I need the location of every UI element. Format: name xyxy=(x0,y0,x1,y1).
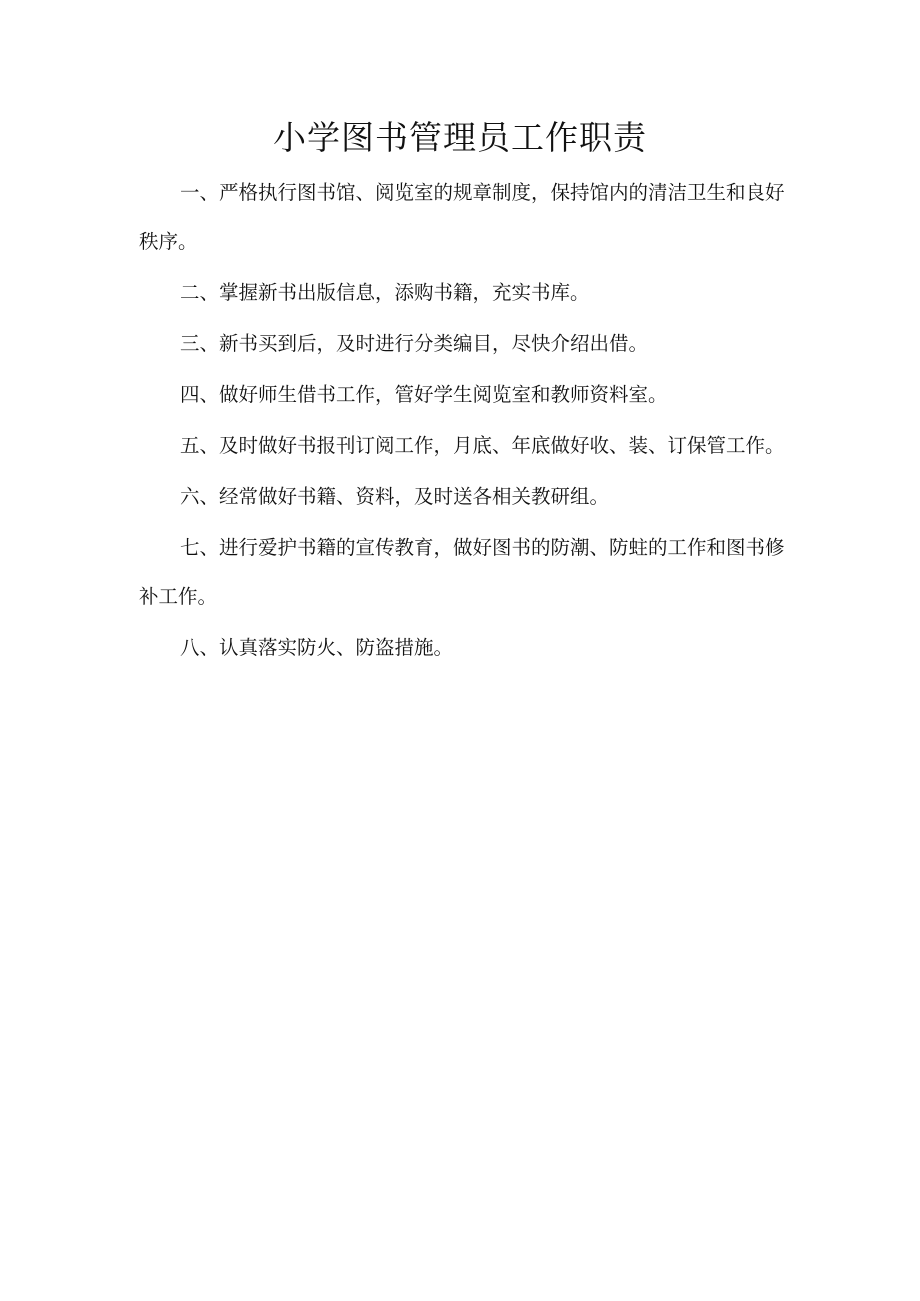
duty-item-6: 六、经常做好书籍、资料，及时送各相关教研组。 xyxy=(180,485,610,508)
page-title: 小学图书管理员工作职责 xyxy=(273,118,647,157)
duty-item-5: 五、及时做好书报刊订阅工作，月底、年底做好收、装、订保管工作。 xyxy=(180,434,785,457)
duty-item-3: 三、新书买到后，及时进行分类编目，尽快介绍出借。 xyxy=(180,332,649,355)
duty-item-8: 八、认真落实防火、防盗措施。 xyxy=(180,636,454,659)
duty-item-4: 四、做好师生借书工作，管好学生阅览室和教师资料室。 xyxy=(180,383,668,406)
document-body xyxy=(139,168,787,674)
duty-item-7: 七、进行爱护书籍的宣传教育，做好图书的防潮、防蛀的工作和图书修补工作。 xyxy=(139,536,785,608)
duty-item-1: 一、严格执行图书馆、阅览室的规章制度，保持馆内的清洁卫生和良好秩序。 xyxy=(139,181,785,253)
duty-item-2: 二、掌握新书出版信息，添购书籍，充实书库。 xyxy=(180,281,590,304)
